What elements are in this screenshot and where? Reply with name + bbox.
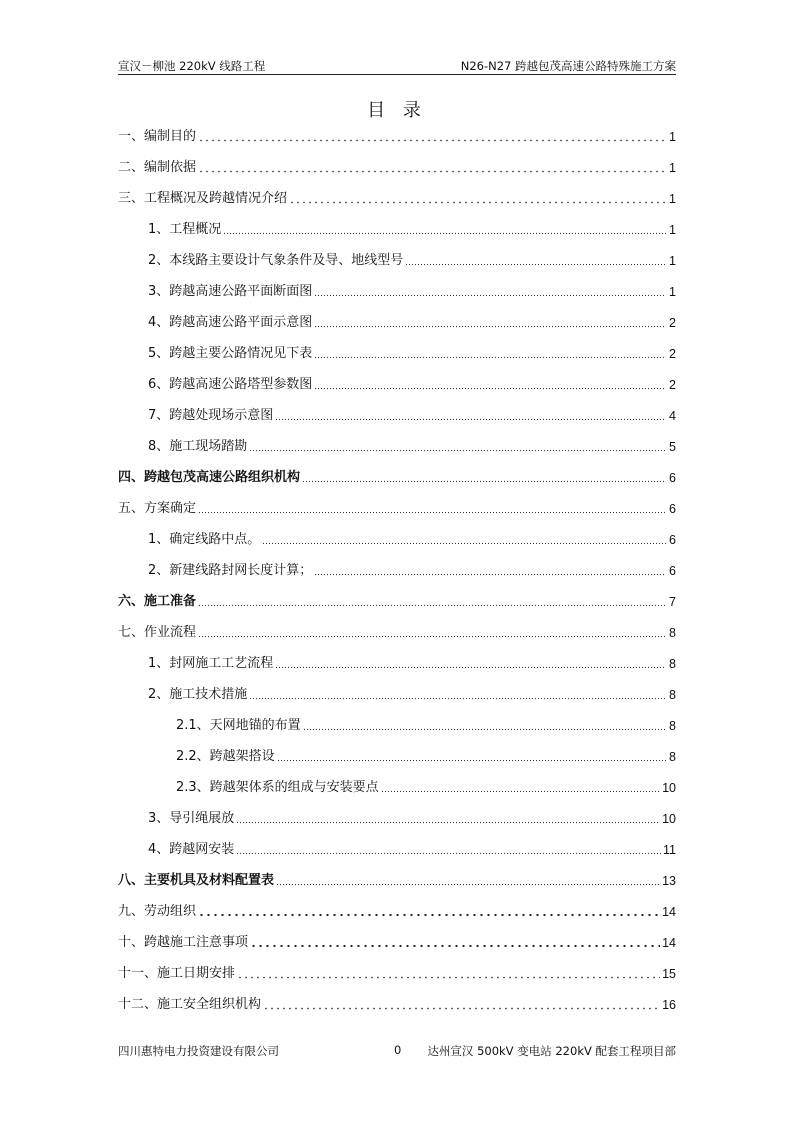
toc-entry-page-number: 1 (669, 160, 676, 175)
toc-entry-label: 四、跨越包茂高速公路组织机构 (118, 469, 301, 485)
toc-entry-page-number: 6 (669, 501, 676, 516)
toc-title: 目 录 (367, 100, 427, 121)
toc-entry[interactable] (118, 369, 676, 400)
toc-dot-leader (275, 409, 666, 421)
toc-dot-leader (236, 843, 661, 855)
toc-dot-leader (405, 254, 666, 266)
toc-dot-leader (198, 502, 666, 514)
toc-entry[interactable] (118, 710, 676, 741)
toc-entry-label: 2.3、跨越架体系的组成与安装要点 (176, 779, 379, 795)
toc-entry-label: 二、编制依据 (118, 159, 197, 175)
toc-entry[interactable] (118, 462, 676, 493)
toc-entry[interactable] (118, 183, 676, 214)
toc-entry-label: 2.2、跨越架搭设 (176, 748, 275, 764)
page-footer (118, 1043, 676, 1061)
toc-dot-leader (250, 936, 660, 948)
toc-entry-page-number: 10 (662, 780, 676, 795)
toc-entry-page-number: 1 (669, 284, 676, 299)
toc-dot-leader (262, 533, 666, 545)
toc-entry-label: 2.1、天网地锚的布置 (176, 717, 301, 733)
toc-dot-leader (289, 192, 666, 204)
toc-entry-page-number: 8 (669, 718, 676, 733)
toc-entry[interactable] (118, 400, 676, 431)
toc-entry[interactable] (118, 927, 676, 958)
footer-project-department: 达州宣汉 500kV 变电站 220kV 配套工程项目部 (427, 1044, 676, 1058)
header-project-name: 宣汉－柳池 220kV 线路工程 (118, 59, 266, 73)
toc-entry-label: 十一、施工日期安排 (118, 965, 236, 981)
toc-entry[interactable] (118, 772, 676, 803)
toc-dot-leader (314, 378, 666, 390)
toc-dot-leader (198, 626, 666, 638)
table-of-contents (118, 121, 676, 1020)
toc-entry[interactable] (118, 834, 676, 865)
toc-entry[interactable] (118, 679, 676, 710)
toc-entry-page-number: 8 (669, 625, 676, 640)
toc-entry-page-number: 2 (669, 315, 676, 330)
toc-entry-label: 3、跨越高速公路平面断面图 (148, 283, 313, 299)
toc-entry[interactable] (118, 741, 676, 772)
toc-entry-label: 八、主要机具及材料配置表 (118, 872, 275, 888)
toc-entry[interactable] (118, 803, 676, 834)
toc-entry[interactable] (118, 152, 676, 183)
toc-entry-label: 1、确定线路中点。 (148, 531, 261, 547)
toc-entry-label: 1、工程概况 (148, 221, 222, 237)
toc-entry-page-number: 4 (669, 408, 676, 423)
toc-entry[interactable] (118, 338, 676, 369)
toc-entry[interactable] (118, 865, 676, 896)
toc-entry-page-number: 1 (669, 222, 676, 237)
toc-entry-page-number: 8 (669, 687, 676, 702)
toc-entry[interactable] (118, 121, 676, 152)
toc-dot-leader (249, 688, 666, 700)
toc-entry-page-number: 6 (669, 532, 676, 547)
toc-entry[interactable] (118, 524, 676, 555)
toc-entry-page-number: 6 (669, 470, 676, 485)
toc-entry[interactable] (118, 648, 676, 679)
toc-dot-leader (275, 657, 666, 669)
toc-entry-label: 2、新建线路封网长度计算； (148, 562, 313, 578)
toc-entry-page-number: 14 (662, 904, 676, 919)
toc-entry-label: 3、导引绳展放 (148, 810, 235, 826)
toc-entry-page-number: 11 (663, 842, 676, 857)
toc-entry[interactable] (118, 214, 676, 245)
toc-entry-page-number: 8 (669, 656, 676, 671)
toc-entry-label: 七、作业流程 (118, 624, 197, 640)
toc-dot-leader (314, 285, 666, 297)
toc-dot-leader (198, 130, 666, 142)
footer-company-name: 四川惠特电力投资建设有限公司 (118, 1044, 279, 1058)
toc-entry-label: 1、封网施工工艺流程 (148, 655, 274, 671)
toc-entry-label: 5、跨越主要公路情况见下表 (148, 345, 313, 361)
toc-entry[interactable] (118, 989, 676, 1020)
toc-entry-page-number: 5 (669, 439, 676, 454)
toc-entry-page-number: 6 (669, 563, 676, 578)
toc-entry-label: 8、施工现场踏勘 (148, 438, 248, 454)
toc-dot-leader (277, 750, 666, 762)
toc-dot-leader (198, 905, 660, 917)
toc-entry[interactable] (118, 555, 676, 586)
toc-entry-label: 一、编制目的 (118, 128, 197, 144)
toc-entry[interactable] (118, 431, 676, 462)
toc-dot-leader (314, 316, 666, 328)
toc-entry[interactable] (118, 276, 676, 307)
toc-entry-page-number: 10 (662, 811, 676, 826)
toc-entry-label: 2、施工技术措施 (148, 686, 248, 702)
toc-entry[interactable] (118, 493, 676, 524)
footer-page-number: 0 (394, 1043, 402, 1057)
toc-dot-leader (198, 161, 666, 173)
toc-entry[interactable] (118, 617, 676, 648)
toc-dot-leader (276, 874, 660, 886)
toc-entry-page-number: 13 (662, 873, 676, 888)
toc-entry[interactable] (118, 896, 676, 927)
toc-entry-label: 三、工程概况及跨越情况介绍 (118, 190, 288, 206)
toc-entry-page-number: 1 (669, 129, 676, 144)
toc-entry-page-number: 7 (669, 594, 676, 609)
toc-dot-leader (314, 564, 666, 576)
toc-entry-label: 7、跨越处现场示意图 (148, 407, 274, 423)
toc-entry-page-number: 15 (662, 966, 676, 981)
toc-dot-leader (303, 719, 666, 731)
toc-dot-leader (223, 223, 666, 235)
toc-dot-leader (249, 440, 666, 452)
toc-entry-page-number: 14 (662, 935, 676, 950)
toc-entry[interactable] (118, 307, 676, 338)
toc-entry-label: 2、本线路主要设计气象条件及导、地线型号 (148, 252, 404, 268)
toc-entry[interactable] (118, 245, 676, 276)
toc-dot-leader (381, 781, 660, 793)
toc-entry[interactable] (118, 586, 676, 617)
toc-entry-page-number: 2 (669, 346, 676, 361)
toc-entry-page-number: 8 (669, 749, 676, 764)
toc-entry-page-number: 1 (669, 253, 676, 268)
toc-entry-label: 4、跨越网安装 (148, 841, 235, 857)
toc-dot-leader (237, 967, 660, 979)
header-document-title: N26-N27 跨越包茂高速公路特殊施工方案 (460, 59, 676, 73)
toc-dot-leader (302, 471, 666, 483)
toc-dot-leader (314, 347, 666, 359)
toc-entry-label: 六、施工准备 (118, 593, 197, 609)
toc-entry-label: 五、方案确定 (118, 500, 197, 516)
toc-dot-leader (236, 812, 660, 824)
toc-entry-label: 6、跨越高速公路塔型参数图 (148, 376, 313, 392)
toc-entry-label: 十、跨越施工注意事项 (118, 934, 249, 950)
toc-entry-page-number: 2 (669, 377, 676, 392)
toc-dot-leader (198, 595, 666, 607)
toc-entry-page-number: 16 (662, 997, 676, 1012)
toc-entry-label: 九、劳动组织 (118, 903, 197, 919)
page-header (118, 56, 676, 75)
toc-dot-leader (263, 998, 660, 1010)
toc-entry-page-number: 1 (669, 191, 676, 206)
toc-entry[interactable] (118, 958, 676, 989)
toc-entry-label: 十二、施工安全组织机构 (118, 996, 262, 1012)
toc-entry-label: 4、跨越高速公路平面示意图 (148, 314, 313, 330)
